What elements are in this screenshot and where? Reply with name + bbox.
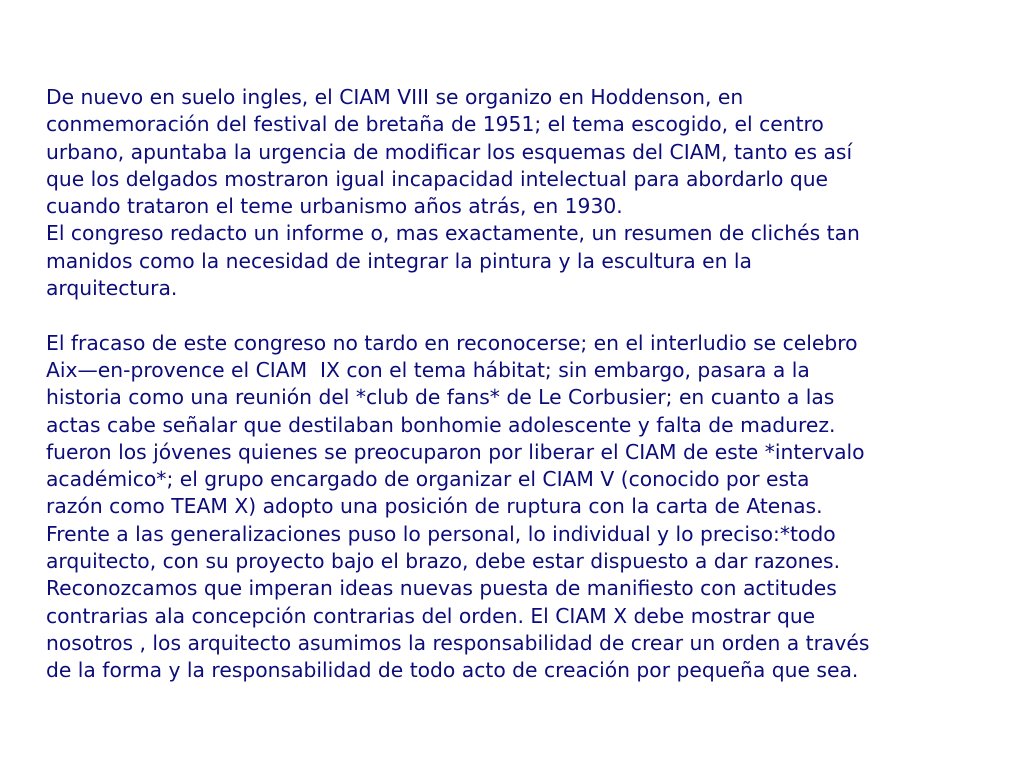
blank-line [46,302,996,329]
text-line: arquitecto, con su proyecto bajo el brazo, debe estar dispuesto a dar razones. [46,549,841,574]
text-line: Aix—en-provence el CIAM IX con el tema hábitat; sin embargo, pasara a la [46,357,810,382]
text-line: El fracaso de este congreso no tardo en reconocerse; en el interludio se celebro [46,330,858,355]
text-line: razón como TEAM X) adopto una posición de ruptura con la carta de Atenas. [46,494,823,519]
text-line: que los delgados mostraron igual incapacidad intelectual para abordarlo que [46,166,829,191]
text-line: De nuevo en suelo ingles, el CIAM VIII se organizo en Hoddenson, en [46,85,744,109]
text-line: Reconozcamos que imperan ideas nuevas puesta de manifiesto con actitudes [46,576,837,601]
body-text [46,84,996,685]
text-line: historia como una reunión del *club de fans* de Le Corbusier; en cuanto a las [46,385,835,410]
text-line: conmemoración del festival de bretaña de 1951; el tema escogido, el centro [46,112,824,137]
text-line: actas cabe señalar que destilaban bonhomie adolescente y falta de madurez. [46,412,836,437]
text-line: fueron los jóvenes quienes se preocuparon por liberar el CIAM de este *intervalo [46,439,865,464]
text-line: contrarias ala concepción contrarias del orden. El CIAM X debe mostrar que [46,603,816,628]
text-line: urbano, apuntaba la urgencia de modificar los esquemas del CIAM, tanto es así [46,139,853,164]
text-line: de la forma y la responsabilidad de todo acto de creación por pequeña que sea. [46,658,859,683]
text-line: arquitectura. [46,276,178,301]
text-line: nosotros , los arquitecto asumimos la responsabilidad de crear un orden a través [46,630,870,655]
text-line: cuando trataron el teme urbanismo años atrás, en 1930. [46,194,623,219]
text-line: Frente a las generalizaciones puso lo personal, lo individual y lo preciso:*todo [46,521,836,546]
text-line: académico*; el grupo encargado de organizar el CIAM V (conocido por esta [46,467,810,492]
text-line: El congreso redacto un informe o, mas exactamente, un resumen de clichés tan [46,221,860,246]
text-line: manidos como la necesidad de integrar la pintura y la escultura en la [46,248,752,273]
